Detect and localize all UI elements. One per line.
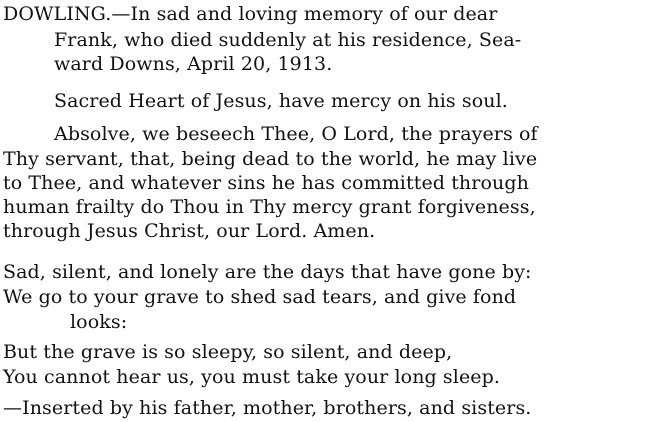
- prayer-line-5: through Jesus Christ, our Lord. Amen.: [3, 220, 376, 242]
- prayer-line-3: to Thee, and whatever sins he has committed through: [3, 172, 529, 194]
- signature-line: —Inserted by his father, mother, brothers, and sisters.: [3, 397, 532, 419]
- verse-line-1: Sad, silent, and lonely are the days that have gone by:: [3, 261, 532, 283]
- heading-line-1: DOWLING.—In sad and loving memory of our dear: [3, 3, 498, 25]
- prayer-line-1: Absolve, we beseech Thee, O Lord, the prayers of: [54, 123, 538, 145]
- invocation-line: Sacred Heart of Jesus, have mercy on his soul.: [54, 90, 508, 112]
- verse-line-3: looks:: [70, 311, 128, 333]
- prayer-line-2: Thy servant, that, being dead to the world, he may live: [3, 148, 538, 170]
- heading-line-3: ward Downs, April 20, 1913.: [54, 53, 333, 75]
- verse-line-4: But the grave is so sleepy, so silent, and deep,: [3, 341, 453, 363]
- prayer-line-4: human frailty do Thou in Thy mercy grant forgiveness,: [3, 196, 536, 218]
- heading-line-2: Frank, who died suddenly at his residence, Sea-: [54, 29, 522, 51]
- verse-line-2: We go to your grave to shed sad tears, and give fond: [3, 286, 517, 308]
- verse-line-5: You cannot hear us, you must take your long sleep.: [3, 366, 501, 388]
